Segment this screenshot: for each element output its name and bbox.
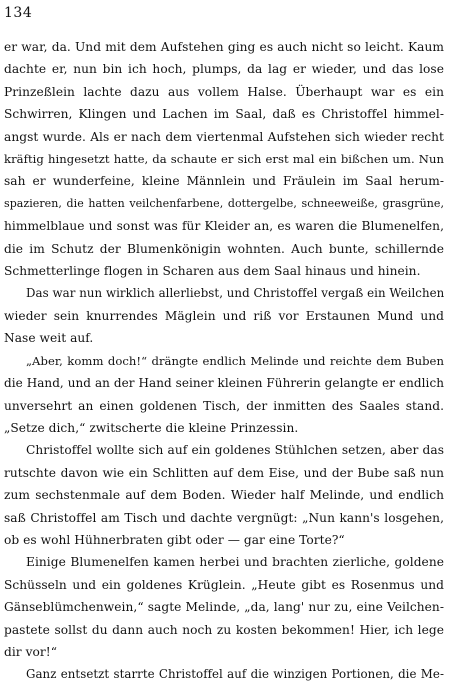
text-line: sah er wunderfeine, kleine Männlein und Fräulein im Saal herum- bbox=[4, 174, 444, 189]
text-line: dachte er, nun bin ich hoch, plumps, da lag er wieder, und das lose bbox=[4, 62, 444, 77]
text-line: himmelblaue und sonst was für Kleider an, es waren die Blumenelfen, bbox=[4, 219, 444, 234]
text-line: Christoffel wollte sich auf ein goldenes Stühlchen setzen, aber das bbox=[26, 443, 444, 458]
text-line: Schwirren, Klingen und Lachen im Saal, daß es Christoffel himmel- bbox=[4, 107, 444, 122]
text-line: unversehrt an einen goldenen Tisch, der inmitten des Saales stand. bbox=[4, 398, 444, 413]
text-line: Prinzeßlein lachte dazu aus vollem Halse. Überhaupt war es ein bbox=[4, 84, 444, 99]
text-line: zum sechstenmale auf dem Boden. Wieder half Melinde, und endlich bbox=[4, 488, 444, 503]
text-line: Schüsseln und ein goldenes Krüglein. „Heute gibt es Rosenmus und bbox=[4, 577, 444, 592]
text-line: wieder sein knurrendes Mäglein und riß vor Erstaunen Mund und bbox=[4, 308, 444, 323]
text-line: pastete sollst du dann auch noch zu kosten bekommen! Hier, ich lege bbox=[4, 622, 444, 637]
text-line: ob es wohl Hühnerbraten gibt oder — gar eine Torte?“ bbox=[4, 532, 345, 547]
body-text bbox=[4, 36, 444, 686]
text-line: Einige Blumenelfen kamen herbei und brachten zierliche, goldene bbox=[26, 555, 444, 570]
text-line: kräftig hingesetzt hatte, da schaute er sich erst mal ein bißchen um. Nun bbox=[4, 152, 444, 167]
text-line: angst wurde. Als er nach dem viertenmal Aufstehen sich wieder recht bbox=[4, 129, 444, 144]
text-line: spazieren, die hatten veilchenfarbene, dottergelbe, schneeweiße, grasgrüne, bbox=[4, 196, 444, 210]
text-line: rutschte davon wie ein Schlitten auf dem Eise, und der Bube saß nun bbox=[4, 465, 444, 480]
text-line: „Setze dich,“ zwitscherte die kleine Prinzessin. bbox=[4, 420, 299, 435]
page-number: 134 bbox=[4, 5, 33, 21]
text-line: er war, da. Und mit dem Aufstehen ging es auch nicht so leicht. Kaum bbox=[4, 40, 444, 54]
text-line: dir vor!“ bbox=[4, 644, 58, 659]
text-line: Gänseblümchenwein,“ sagte Melinde, „da, lang' nur zu, eine Veilchen- bbox=[4, 600, 444, 615]
text-line: Ganz entsetzt starrte Christoffel auf die winzigen Portionen, die Me- bbox=[26, 667, 444, 682]
text-line: saß Christoffel am Tisch und dachte vergnügt: „Nun kann's losgehen, bbox=[4, 510, 444, 525]
text-line: Das war nun wirklich allerliebst, und Christoffel vergaß ein Weilchen bbox=[26, 286, 445, 301]
text-line: die Hand, und an der Hand seiner kleinen Führerin gelangte er endlich bbox=[4, 376, 444, 391]
text-line: Schmetterlinge flogen in Scharen aus dem Saal hinaus und hinein. bbox=[4, 264, 421, 279]
text-line: „Aber, komm doch!“ drängte endlich Melinde und reichte dem Buben bbox=[26, 353, 444, 368]
text-line: Nase weit auf. bbox=[4, 331, 94, 346]
text-line: die im Schutz der Blumenkönigin wohnten. Auch bunte, schillernde bbox=[4, 241, 444, 256]
